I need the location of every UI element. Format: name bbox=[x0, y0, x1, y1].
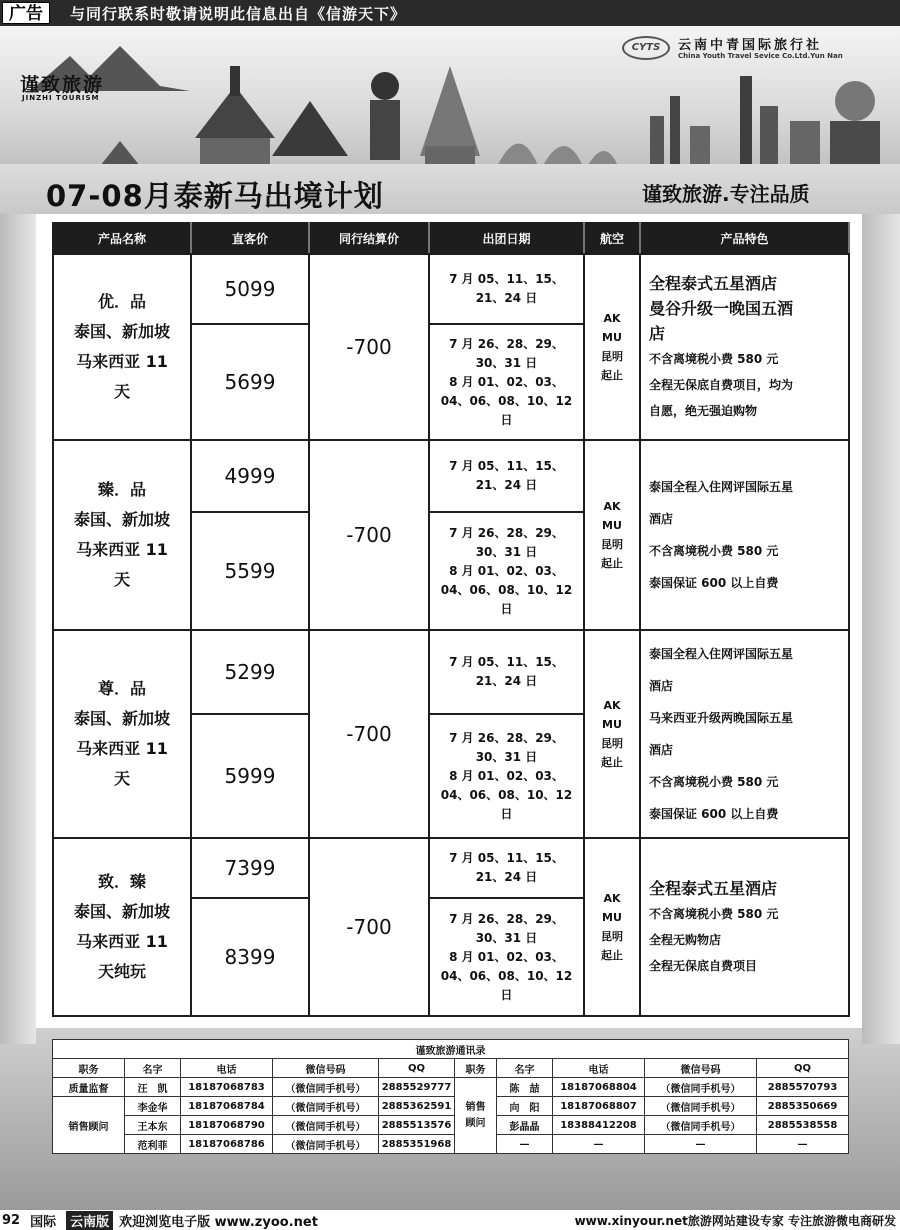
dates1-line: 21、24 日 bbox=[475, 674, 538, 688]
retail-price: 8399 bbox=[191, 898, 309, 1016]
contact-cell: 18187068804 bbox=[553, 1078, 645, 1097]
contact-cell: 2885513576 bbox=[379, 1116, 455, 1135]
departure-dates bbox=[429, 512, 584, 630]
dates2-line: 8 月 01、02、03、 bbox=[449, 949, 564, 964]
contact-cell: 向 阳 bbox=[497, 1097, 553, 1116]
contact-cell: — bbox=[553, 1135, 645, 1154]
contact-cell: 18187068807 bbox=[553, 1097, 645, 1116]
product-features bbox=[640, 254, 849, 440]
retail-price: 5999 bbox=[191, 714, 309, 838]
air-line: 起止 bbox=[601, 756, 623, 769]
dates1-line: 21、24 日 bbox=[475, 291, 538, 305]
product-row bbox=[53, 630, 849, 714]
airline bbox=[584, 630, 640, 838]
edition-badge: 云南版 bbox=[66, 1211, 113, 1230]
air-line: 起止 bbox=[601, 557, 623, 570]
product-features bbox=[640, 440, 849, 630]
dates2-line: 04、06、08、10、12 bbox=[440, 582, 573, 597]
departure-dates bbox=[429, 324, 584, 440]
dates2-line: 7 月 26、28、29、 bbox=[449, 525, 564, 540]
contact-cell: 王本东 bbox=[125, 1116, 181, 1135]
product-name bbox=[53, 630, 191, 838]
retail-price: 5099 bbox=[191, 254, 309, 324]
top-bar bbox=[0, 0, 900, 26]
airline bbox=[584, 838, 640, 1016]
agency-badge-icon: CYTS bbox=[622, 36, 670, 60]
departure-dates bbox=[429, 898, 584, 1016]
contact-role: 销售顾问 bbox=[53, 1097, 125, 1154]
dates2-line: 30、31 日 bbox=[475, 355, 538, 370]
dates1-line: 7 月 05、11、15、 bbox=[449, 655, 564, 669]
contact-title: 谨致旅游通讯录 bbox=[53, 1040, 849, 1059]
features_big-line: 全程泰式五星酒店 bbox=[649, 878, 778, 898]
name-line: 泰国、新加坡 bbox=[73, 709, 170, 728]
features_small-line: 全程无保底自费项目 bbox=[649, 958, 758, 973]
features_small-line: 不含离境税小费 580 元 bbox=[649, 775, 779, 789]
contact-cell: （微信同手机号） bbox=[273, 1135, 379, 1154]
dates1-line: 7 月 05、11、15、 bbox=[449, 272, 564, 286]
name-line: 马来西亚 11 bbox=[76, 352, 168, 371]
name-line: 臻．品 bbox=[97, 480, 146, 499]
dates2-line: 04、06、08、10、12 bbox=[440, 968, 573, 983]
footer bbox=[0, 1210, 900, 1230]
contact-cell: 2885362591 bbox=[379, 1097, 455, 1116]
contact-cell: 2885350669 bbox=[757, 1097, 849, 1116]
contact-cell: 18187068783 bbox=[181, 1078, 273, 1097]
contact-col-header: QQ bbox=[379, 1059, 455, 1078]
features_small-line: 酒店 bbox=[649, 512, 674, 526]
name-line: 优．品 bbox=[97, 292, 146, 311]
dates1-line: 7 月 05、11、15、 bbox=[449, 459, 564, 473]
contact-cell: （微信同手机号） bbox=[645, 1097, 757, 1116]
features_small-line: 泰国全程入住网评国际五星 bbox=[649, 647, 794, 661]
col-header: 同行结算价 bbox=[309, 223, 429, 254]
slogan: 谨致旅游.专注品质 bbox=[642, 182, 810, 206]
air-line: 昆明 bbox=[601, 930, 623, 943]
air-line: AK bbox=[603, 892, 621, 905]
name-line: 致．臻 bbox=[97, 872, 146, 891]
features_small-line: 泰国保证 600 以上自费 bbox=[649, 807, 779, 821]
retail-price: 7399 bbox=[191, 838, 309, 898]
contact-col-header: 名字 bbox=[125, 1059, 181, 1078]
contact-cell: 2885570793 bbox=[757, 1078, 849, 1097]
logo-en: JINZHI TOURISM bbox=[22, 94, 100, 102]
air-line: AK bbox=[603, 699, 621, 712]
col-header: 出团日期 bbox=[429, 223, 584, 254]
features_small-line: 不含离境税小费 580 元 bbox=[649, 544, 779, 558]
table-header-row bbox=[53, 223, 849, 254]
contact-cell: 2885351968 bbox=[379, 1135, 455, 1154]
contact-role bbox=[455, 1078, 497, 1154]
name-line: 天纯玩 bbox=[97, 962, 146, 981]
features_big-line: 店 bbox=[649, 323, 666, 343]
dates2-line: 7 月 26、28、29、 bbox=[449, 730, 564, 745]
features_big-line: 曼谷升级一晚国五酒 bbox=[649, 298, 794, 318]
airline bbox=[584, 440, 640, 630]
name-line: 泰国、新加坡 bbox=[73, 510, 170, 529]
dates2-line: 7 月 26、28、29、 bbox=[449, 911, 564, 926]
contact-cell: 18187068786 bbox=[181, 1135, 273, 1154]
logo-cn: 谨致旅游 bbox=[20, 74, 105, 96]
dates2-line: 04、06、08、10、12 bbox=[440, 393, 573, 408]
contact-cell: 18187068784 bbox=[181, 1097, 273, 1116]
name-line: 天 bbox=[113, 769, 130, 788]
contact-cell: 李金华 bbox=[125, 1097, 181, 1116]
contact-cell: （微信同手机号） bbox=[645, 1116, 757, 1135]
contact-table bbox=[52, 1039, 849, 1154]
contact-cell: — bbox=[757, 1135, 849, 1154]
page-number: 92 bbox=[2, 1212, 21, 1228]
contact-role: 质量监督 bbox=[53, 1078, 125, 1097]
features_small-line: 酒店 bbox=[649, 743, 674, 757]
dates2-line: 30、31 日 bbox=[475, 544, 538, 559]
departure-dates bbox=[429, 440, 584, 512]
dates2-line: 日 bbox=[500, 412, 513, 427]
browse-link[interactable]: 欢迎浏览电子版 www.zyoo.net bbox=[119, 1214, 318, 1230]
dates2-line: 8 月 01、02、03、 bbox=[449, 374, 564, 389]
agent-price: -700 bbox=[309, 838, 429, 1016]
agent-price: -700 bbox=[309, 440, 429, 630]
contact-cell: 汪 凯 bbox=[125, 1078, 181, 1097]
itinerary-table bbox=[52, 222, 850, 1017]
product-features bbox=[640, 838, 849, 1016]
ad-label: 广告 bbox=[2, 2, 50, 24]
col-header: 产品名称 bbox=[53, 223, 191, 254]
contact-cell: 18187068790 bbox=[181, 1116, 273, 1135]
air-line: 起止 bbox=[601, 369, 623, 382]
air-line: 昆明 bbox=[601, 350, 623, 363]
features_small-line: 全程无保底自费项目，均为 bbox=[649, 377, 794, 392]
product-row bbox=[53, 254, 849, 324]
air-line: MU bbox=[602, 718, 622, 731]
contact-cell: 2885538558 bbox=[757, 1116, 849, 1135]
air-line: MU bbox=[602, 911, 622, 924]
contact-cell: 陈 喆 bbox=[497, 1078, 553, 1097]
dates2-line: 04、06、08、10、12 bbox=[440, 787, 573, 802]
contact-row bbox=[53, 1116, 849, 1135]
contact-row bbox=[53, 1097, 849, 1116]
name-line: 马来西亚 11 bbox=[76, 540, 168, 559]
features_small-line: 酒店 bbox=[649, 679, 674, 693]
agent-price: -700 bbox=[309, 254, 429, 440]
features_small-line: 泰国保证 600 以上自费 bbox=[649, 576, 779, 590]
agency-name: 云南中青国际旅行社 bbox=[678, 38, 823, 53]
footer-promo: www.xinyour.net旅游网站建设专家 专注旅游微电商研发 bbox=[574, 1214, 896, 1228]
departure-dates bbox=[429, 254, 584, 324]
features_small-line: 泰国全程入住网评国际五星 bbox=[649, 480, 794, 494]
contact-role-text: 销售顾问 bbox=[465, 1101, 486, 1129]
side-decoration-left bbox=[0, 214, 36, 1044]
side-decoration-right bbox=[862, 214, 900, 1044]
airline bbox=[584, 254, 640, 440]
features_small-line: 自愿，绝无强迫购物 bbox=[649, 403, 758, 418]
retail-price: 5599 bbox=[191, 512, 309, 630]
features_small-line: 马来西亚升级两晚国际五星 bbox=[649, 711, 794, 725]
product-features bbox=[640, 630, 849, 838]
contact-col-header: 微信号码 bbox=[273, 1059, 379, 1078]
col-header: 航空 bbox=[584, 223, 640, 254]
section-label: 国际 bbox=[30, 1214, 57, 1230]
contact-cell: 彭晶晶 bbox=[497, 1116, 553, 1135]
contact-cell: 范利菲 bbox=[125, 1135, 181, 1154]
contact-cell: — bbox=[497, 1135, 553, 1154]
contact-col-header: 电话 bbox=[553, 1059, 645, 1078]
contact-col-header: 电话 bbox=[181, 1059, 273, 1078]
dates1-line: 21、24 日 bbox=[475, 478, 538, 492]
contact-cell: （微信同手机号） bbox=[645, 1078, 757, 1097]
contact-col-header: 名字 bbox=[497, 1059, 553, 1078]
features_small-line: 不含离境税小费 580 元 bbox=[649, 906, 779, 921]
product-name bbox=[53, 838, 191, 1016]
features_small-line: 全程无购物店 bbox=[649, 932, 722, 947]
contact-cell: （微信同手机号） bbox=[273, 1097, 379, 1116]
air-line: 昆明 bbox=[601, 737, 623, 750]
product-name bbox=[53, 440, 191, 630]
col-header: 产品特色 bbox=[640, 223, 849, 254]
contact-col-header: 职务 bbox=[455, 1059, 497, 1078]
agent-price: -700 bbox=[309, 630, 429, 838]
page-title: 07-08月泰新马出境计划 bbox=[46, 179, 384, 213]
contact-col-header: 微信号码 bbox=[645, 1059, 757, 1078]
contact-row bbox=[53, 1135, 849, 1154]
contact-row bbox=[53, 1078, 849, 1097]
dates2-line: 日 bbox=[500, 601, 513, 616]
contact-cell: （微信同手机号） bbox=[273, 1116, 379, 1135]
contact-cell: 18388412208 bbox=[553, 1116, 645, 1135]
air-line: 起止 bbox=[601, 949, 623, 962]
departure-dates bbox=[429, 838, 584, 898]
product-row bbox=[53, 838, 849, 898]
dates2-line: 30、31 日 bbox=[475, 749, 538, 764]
contact-cell: （微信同手机号） bbox=[273, 1078, 379, 1097]
agency-name-en: China Youth Travel Sevice Co.Ltd.Yun Nan bbox=[678, 52, 843, 60]
agency-logo bbox=[622, 34, 892, 70]
air-line: 昆明 bbox=[601, 538, 623, 551]
product-row bbox=[53, 440, 849, 512]
col-header: 直客价 bbox=[191, 223, 309, 254]
contact-cell: 2885529777 bbox=[379, 1078, 455, 1097]
dates2-line: 7 月 26、28、29、 bbox=[449, 336, 564, 351]
dates2-line: 8 月 01、02、03、 bbox=[449, 768, 564, 783]
retail-price: 5699 bbox=[191, 324, 309, 440]
retail-price: 4999 bbox=[191, 440, 309, 512]
product-name bbox=[53, 254, 191, 440]
contact-cell: — bbox=[645, 1135, 757, 1154]
air-line: MU bbox=[602, 331, 622, 344]
contact-col-header: QQ bbox=[757, 1059, 849, 1078]
header-banner bbox=[0, 26, 900, 176]
source-note: 与同行联系时敬请说明此信息出自《信游天下》 bbox=[70, 4, 407, 23]
name-line: 尊．品 bbox=[97, 679, 146, 698]
departure-dates bbox=[429, 714, 584, 838]
name-line: 天 bbox=[113, 382, 130, 401]
retail-price: 5299 bbox=[191, 630, 309, 714]
features_small-line: 不含离境税小费 580 元 bbox=[649, 351, 779, 366]
dates2-line: 日 bbox=[500, 987, 513, 1002]
dates1-line: 7 月 05、11、15、 bbox=[449, 851, 564, 865]
dates2-line: 日 bbox=[500, 806, 513, 821]
air-line: AK bbox=[603, 312, 621, 325]
name-line: 泰国、新加坡 bbox=[73, 902, 170, 921]
contact-col-header: 职务 bbox=[53, 1059, 125, 1078]
departure-dates bbox=[429, 630, 584, 714]
dates2-line: 8 月 01、02、03、 bbox=[449, 563, 564, 578]
dates1-line: 21、24 日 bbox=[475, 870, 538, 884]
name-line: 泰国、新加坡 bbox=[73, 322, 170, 341]
name-line: 天 bbox=[113, 570, 130, 589]
name-line: 马来西亚 11 bbox=[76, 739, 168, 758]
name-line: 马来西亚 11 bbox=[76, 932, 168, 951]
air-line: MU bbox=[602, 519, 622, 532]
air-line: AK bbox=[603, 500, 621, 513]
features_big-line: 全程泰式五星酒店 bbox=[649, 273, 778, 293]
dates2-line: 30、31 日 bbox=[475, 930, 538, 945]
